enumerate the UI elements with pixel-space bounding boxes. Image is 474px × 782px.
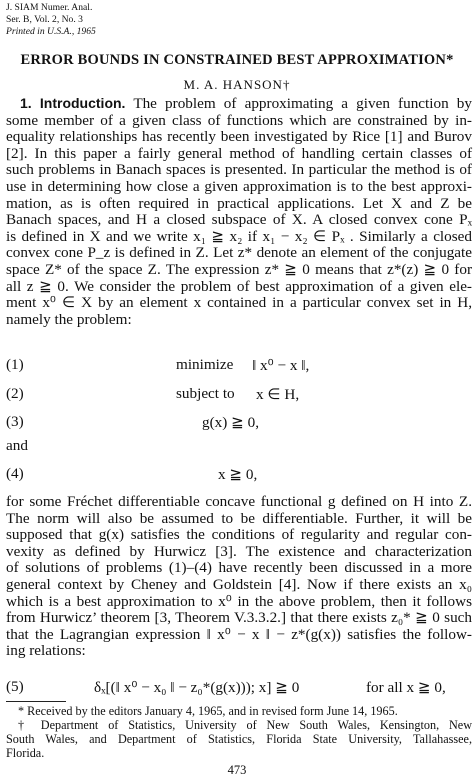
text-line: all z ≧ 0. We consider the problem of best approximation of a given ele- — [6, 277, 472, 295]
footnote-rule — [6, 701, 66, 702]
text-line: Banach spaces, and H a closed subspace of X. A closed convex cone Pₓ — [6, 211, 472, 229]
equation-number: (1) — [6, 356, 24, 373]
text-line: supposed that g(x) satisfies the conditions of regularity and regular con- — [6, 526, 472, 544]
text-line: vexity as defined by Hurwicz [3]. The existence and characterization — [6, 542, 472, 560]
text-line: namely the problem: — [6, 310, 132, 328]
article-title: ERROR BOUNDS IN CONSTRAINED BEST APPROXIMATION* — [20, 52, 454, 68]
footnotes — [6, 704, 472, 760]
equation-label: subject to — [176, 385, 235, 402]
text-line: use in determining how close a given approximation is to the best approxi- — [6, 177, 472, 195]
text-line: 1. Introduction. The problem of approximating a given function by — [20, 95, 472, 112]
continuation-paragraph — [6, 494, 472, 660]
equation-number: (5) — [6, 678, 24, 695]
footnote-line: South Wales, and Department of Statistics, Florida State University, Tallahassee, — [6, 732, 472, 746]
journal-name: J. SIAM Numer. Anal. — [6, 2, 93, 13]
text-line: such problems in Banach spaces is presented. In particular the method is of — [6, 161, 472, 179]
equation-math: g(x) ≧ 0, — [202, 414, 260, 431]
text-line: that the Lagrangian expression ‖ x⁰ − x ‖ − z*(g(x)) satisfies the follow- — [6, 625, 472, 643]
article-author: M. A. HANSON† — [183, 77, 291, 92]
and-text: and — [6, 437, 28, 454]
equation-condition: for all x ≧ 0, — [366, 679, 446, 696]
text-line: space Z* of the space Z. The expression z* ≧ 0 means that z*(z) ≧ 0 for — [6, 260, 472, 278]
text-line: ment x⁰ ∈ X by an element x contained in a particular convex set in H, — [6, 294, 472, 312]
text-line: some member of a given class of functions which are constrained by in- — [6, 111, 472, 129]
page-number: 473 — [227, 763, 247, 777]
equation-math: x ∈ H, — [256, 386, 300, 403]
equation-label: minimize — [176, 356, 234, 373]
equation-math: ‖ x⁰ − x ‖, — [252, 357, 310, 374]
printed-note: Printed in U.S.A., 1965 — [6, 26, 96, 37]
text-line: convex cone P_z is defined in Z. Let z* denote an element of the conjugate — [6, 244, 472, 262]
introduction-paragraph — [6, 95, 472, 328]
equation-math: x ≧ 0, — [218, 466, 258, 483]
text-line: is defined in X and we write x₁ ≧ x₂ if x₁ − x₂ ∈ Pₓ . Similarly a closed — [6, 227, 472, 245]
text-line: [2]. In this paper a fairly general method of handling certain classes of — [6, 144, 472, 162]
text-line: which is a best approximation to x⁰ in the above problem, then it follows — [6, 592, 472, 610]
running-header — [6, 2, 96, 38]
text-line: from Hurwicz’ theorem [3, Theorem V.3.3.2.] that there exists z₀* ≧ 0 such — [6, 609, 472, 627]
equation-number: (3) — [6, 413, 24, 430]
text-line: equality relationships has recently been investigated by Rice [1] and Burov — [6, 128, 472, 146]
text-line: for some Fréchet differentiable concave functional g defined on H into Z. — [6, 493, 472, 510]
footnote-line: † Department of Statistics, University of New South Wales, Kensington, New — [18, 718, 472, 732]
text-line: of solutions of problems (1)–(4) have recently been discussed in a more — [6, 559, 472, 577]
text-line: mation, as is often required in practical applications. Let X and Z be — [6, 194, 472, 212]
equation-number: (4) — [6, 465, 24, 482]
text-line: general context by Cheney and Goldstein [4]. Now if there exists an x₀ — [6, 575, 472, 593]
equation-number: (2) — [6, 385, 24, 402]
footnote-line: Florida. — [6, 746, 45, 760]
equation-math: δₓ[(‖ x⁰ − x₀ ‖ − z₀*(g(x))); x] ≧ 0 — [94, 679, 300, 696]
text-line: The norm will also be assumed to be differentiable. Further, it will be — [6, 509, 472, 527]
series-info: Ser. B, Vol. 2, No. 3 — [6, 14, 83, 25]
section-heading: 1. Introduction. — [20, 95, 126, 111]
text-line: ing relations: — [6, 642, 86, 660]
footnote-line: * Received by the editors January 4, 1965, and in revised form June 14, 1965. — [18, 704, 398, 718]
